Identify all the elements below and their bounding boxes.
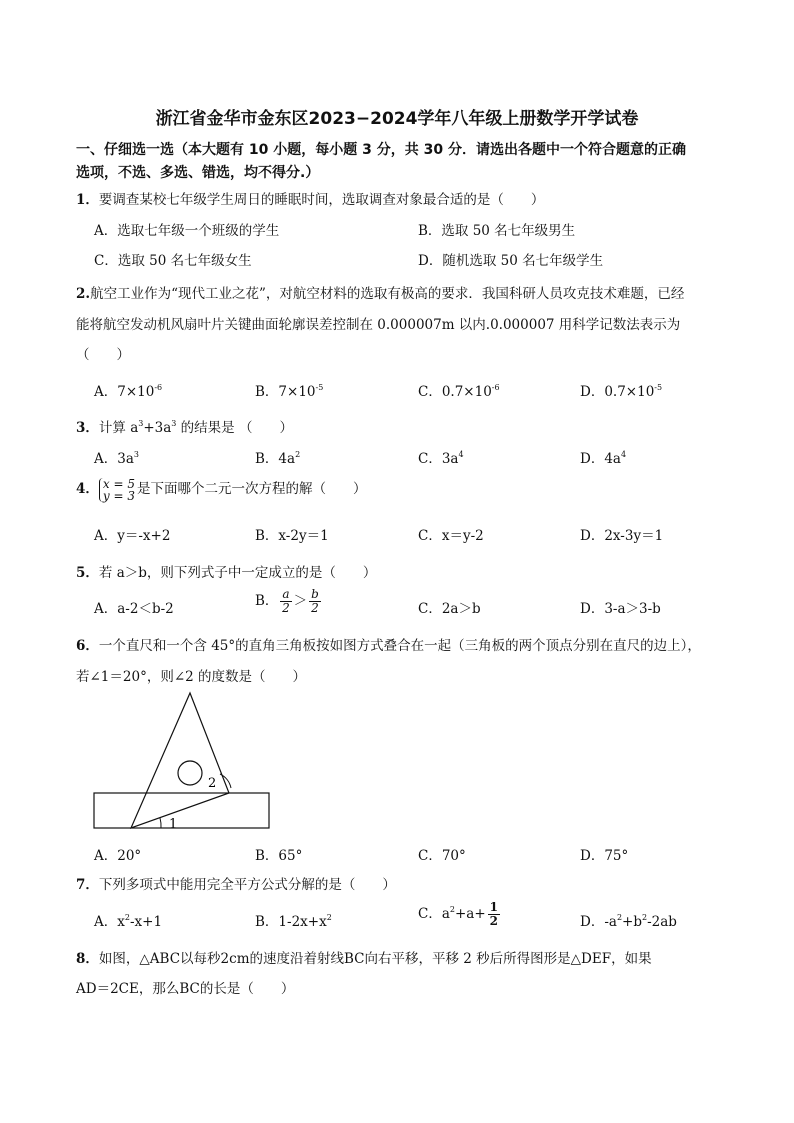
set-square-hole — [178, 761, 202, 785]
option-text: +b — [622, 914, 642, 930]
question-stem: 要调查某校七年级学生周日的睡眠时间，选取调查对象最合适的是（ ） — [98, 192, 545, 208]
question-stem-line1: 航空工业作为“现代工业之花”，对航空材料的选取有极高的要求．我国科研人员攻克技术难题，已经 — [90, 286, 685, 302]
question-2-line3: （ ） — [76, 347, 130, 363]
question-1 — [76, 188, 544, 208]
q3-option-a[interactable] — [94, 447, 139, 467]
q4-option-b[interactable]: B．x-2y＝1 — [255, 528, 329, 544]
q3-option-d[interactable] — [580, 447, 626, 467]
exponent: -6 — [154, 383, 163, 392]
q2-option-d[interactable] — [580, 380, 662, 400]
question-stem: 下列多项式中能用完全平方公式分解的是（ ） — [98, 877, 396, 893]
page-title: 浙江省金华市金东区2023−2024学年八年级上册数学开学试卷 — [155, 109, 639, 129]
question-7 — [76, 873, 396, 893]
q5-option-c[interactable]: C．2a＞b — [418, 601, 481, 617]
q1-option-b[interactable]: B．选取 50 名七年级男生 — [418, 223, 576, 239]
question-stem-line1: 一个直尺和一个含 45°的直角三角板按如图方式叠合在一起（三角板的两个顶点分别在直尺的边上）， — [98, 638, 701, 654]
question-8-line2: AD＝2CE，那么BC的长是（ ） — [76, 981, 295, 997]
option-text: B．4a — [255, 451, 296, 467]
fraction — [280, 588, 291, 615]
fraction — [309, 588, 321, 615]
option-text: -2ab — [647, 914, 677, 930]
option-text: B．7×10 — [255, 384, 316, 400]
exponent: 2 — [642, 913, 648, 922]
q5-option-a[interactable]: A．a-2＜b-2 — [94, 601, 174, 617]
q2-option-b[interactable] — [255, 380, 323, 400]
q5-option-b[interactable] — [255, 588, 323, 615]
q7-option-a[interactable] — [94, 910, 162, 930]
q4-option-c[interactable]: C．x＝y-2 — [418, 528, 484, 544]
q6-option-b[interactable]: B．65° — [255, 848, 303, 864]
equation-system — [99, 478, 135, 502]
numerator: 1 — [489, 900, 499, 914]
question-number: 7． — [76, 877, 99, 893]
question-4 — [76, 477, 367, 502]
question-number: 2. — [76, 286, 91, 302]
option-text: A．7×10 — [94, 384, 155, 400]
stem-part: +3a — [143, 420, 172, 436]
section-heading-line2: 选项，不选、多选、错选，均不得分.） — [76, 165, 320, 181]
q4-option-a[interactable]: A．y＝-x+2 — [94, 528, 171, 544]
operator: ＞ — [293, 593, 308, 609]
q1-option-d[interactable]: D．随机选取 50 名七年级学生 — [418, 253, 604, 269]
fraction — [488, 901, 500, 928]
option-text: +a+ — [454, 906, 486, 922]
question-stem-line1: 如图，△ABC以每秒2cm的速度沿着射线BC向右平移，平移 2 秒后所得图形是△DEF，如果 — [98, 951, 652, 967]
question-number: 8． — [76, 951, 99, 967]
exponent: 3 — [171, 419, 177, 428]
option-text: A．x — [94, 914, 125, 930]
ruler-triangle-figure — [90, 688, 275, 833]
question-number: 4． — [76, 481, 99, 497]
q2-option-a[interactable] — [94, 380, 162, 400]
exponent: 3 — [138, 419, 144, 428]
question-8 — [76, 947, 652, 967]
q1-option-c[interactable]: C．选取 50 名七年级女生 — [94, 253, 252, 269]
option-text: B． — [255, 593, 279, 609]
question-number: 1． — [76, 192, 99, 208]
q3-option-c[interactable] — [418, 447, 464, 467]
question-2-line2: 能将航空发动机风扇叶片关键曲面轮廓误差控制在 0.000007m 以内.0.000007 用科学记数法表示为 — [76, 317, 681, 333]
exponent: 2 — [326, 913, 332, 922]
option-text: D．4a — [580, 451, 621, 467]
denominator: 2 — [311, 601, 319, 615]
question-6-line2: 若∠1＝20°，则∠2 的度数是（ ） — [76, 669, 307, 685]
section-heading-line1: 一、仔细选一选（本大题有 10 小题，每小题 3 分，共 30 分．请选出各题中一个符合题意的正确 — [76, 142, 686, 158]
option-text: D．0.7×10 — [580, 384, 655, 400]
q6-option-d[interactable]: D．75° — [580, 848, 629, 864]
exponent: -5 — [315, 383, 324, 392]
q4-option-d[interactable]: D．2x-3y＝1 — [580, 528, 664, 544]
question-5 — [76, 561, 376, 581]
q1-option-a[interactable]: A．选取七年级一个班级的学生 — [94, 223, 280, 239]
question-number: 5． — [76, 565, 99, 581]
denominator: 2 — [282, 601, 290, 615]
q5-option-d[interactable]: D．3-a＞3-b — [580, 601, 661, 617]
exponent: -5 — [654, 383, 663, 392]
question-2 — [76, 282, 684, 302]
exponent: 2 — [449, 905, 455, 914]
option-text: B．1-2x+x — [255, 914, 327, 930]
option-text: -x+1 — [129, 914, 163, 930]
q6-option-c[interactable]: C．70° — [418, 848, 466, 864]
exponent: 3 — [133, 450, 139, 459]
option-text: C．3a — [418, 451, 459, 467]
exponent: 2 — [616, 913, 623, 922]
question-number: 6． — [76, 638, 99, 654]
q6-option-a[interactable]: A．20° — [94, 848, 142, 864]
numerator: a — [282, 587, 290, 601]
angle-2-arc — [220, 774, 231, 788]
angle-1-label: 1 — [169, 817, 178, 832]
numerator: b — [311, 587, 319, 601]
stem-part: 的结果是 （ ） — [176, 420, 293, 436]
question-3 — [76, 416, 293, 436]
question-stem: 是下面哪个二元一次方程的解（ ） — [137, 481, 367, 497]
angle-2-label: 2 — [208, 776, 217, 791]
set-square — [131, 693, 229, 828]
option-text: C．0.7×10 — [418, 384, 492, 400]
q7-option-c[interactable] — [418, 901, 502, 928]
q7-option-d[interactable] — [580, 910, 677, 930]
option-text: C．a — [418, 906, 450, 922]
option-text: A．3a — [94, 451, 134, 467]
question-number: 3． — [76, 420, 99, 436]
question-stem: 若 a＞b，则下列式子中一定成立的是（ ） — [98, 565, 377, 581]
angle-1-arc — [160, 818, 161, 828]
q7-option-b[interactable] — [255, 910, 332, 930]
exponent: 2 — [124, 913, 130, 922]
question-6 — [76, 634, 701, 654]
system-eq-2: y = 3 — [102, 488, 136, 503]
denominator: 2 — [489, 914, 499, 928]
exponent: 4 — [458, 450, 464, 459]
option-text: D．-a — [580, 914, 617, 930]
stem-part: 计算 a — [98, 420, 139, 436]
exponent: -6 — [491, 383, 500, 392]
system-eq-1: x = 5 — [102, 476, 135, 491]
exponent: 4 — [620, 450, 627, 459]
q3-option-b[interactable] — [255, 447, 300, 467]
q2-option-c[interactable] — [418, 380, 500, 400]
exponent: 2 — [295, 450, 301, 459]
